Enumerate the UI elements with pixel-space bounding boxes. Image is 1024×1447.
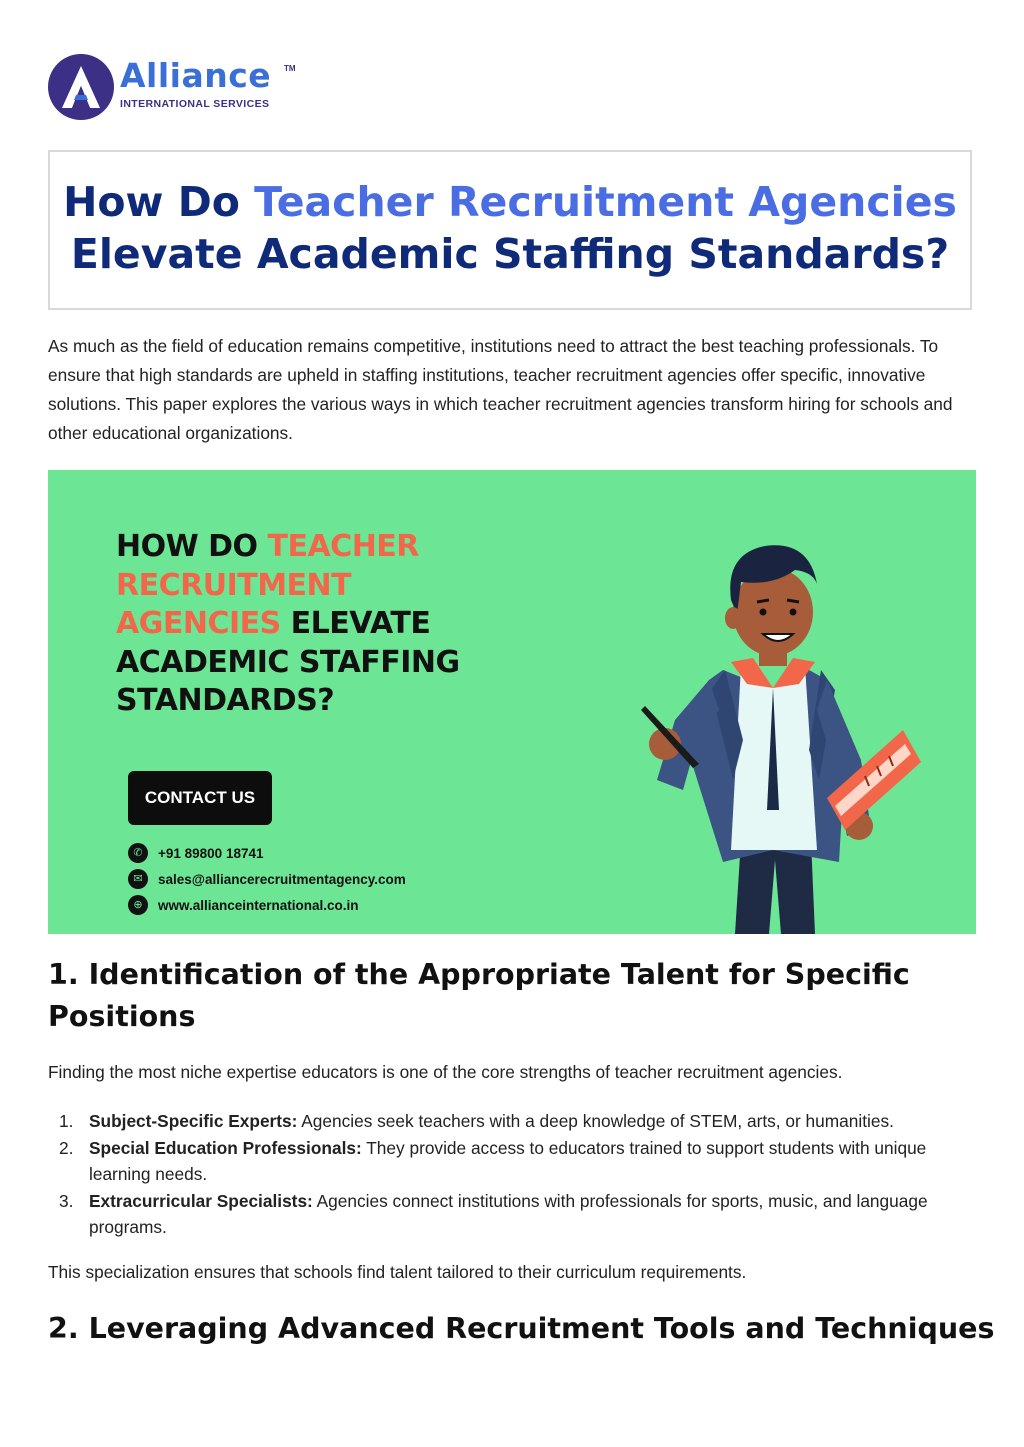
alliance-a-logo-icon — [48, 54, 114, 120]
list-number: 1. — [59, 1111, 74, 1131]
contact-phone — [128, 843, 263, 863]
phone-icon: ✆ — [128, 843, 148, 863]
section1-closing: This specialization ensures that schools find talent tailored to their curriculum requirements. — [48, 1262, 747, 1282]
company-logo — [48, 54, 308, 124]
banner-l1a: HOW DO — [116, 529, 268, 564]
logo-trademark: TM — [284, 64, 296, 73]
banner-headline — [116, 528, 460, 721]
intro-paragraph: As much as the field of education remains competitive, institutions need to attract the best teaching professionals. To ensure that high standards are upheld in staffing institutions, teacher recruitment agencies offer specific, innovative solutions. This paper explores the various ways in which teacher recruitment agencies transform hiring for schools and other educational organizations. — [48, 336, 953, 443]
list-item — [48, 1188, 978, 1240]
list-term: Extracurricular Specialists: — [89, 1191, 313, 1211]
contact-website — [128, 895, 359, 915]
page-title — [50, 176, 970, 228]
teacher-holding-book-illustration — [613, 530, 933, 934]
phone-number: +91 89800 18741 — [158, 845, 264, 861]
page-title-line2: Elevate Academic Staffing Standards? — [70, 230, 950, 278]
contact-us-button[interactable]: CONTACT US — [128, 771, 272, 825]
list-item — [48, 1135, 978, 1187]
list-text: They provide access to educators trained to support students with unique learning needs. — [89, 1138, 927, 1184]
hero-banner — [48, 470, 976, 934]
banner-l4: ACADEMIC STAFFING — [116, 644, 460, 680]
section1-lead: Finding the most niche expertise educators is one of the core strengths of teacher recruitment agencies. — [48, 1062, 843, 1082]
banner-l3a: AGENCIES — [116, 606, 281, 641]
logo-subtitle: INTERNATIONAL SERVICES — [120, 98, 270, 110]
section1-list — [48, 1108, 978, 1241]
list-number: 3. — [59, 1191, 74, 1211]
list-text: Agencies seek teachers with a deep knowledge of STEM, arts, or humanities. — [297, 1111, 894, 1131]
banner-l2: RECRUITMENT — [116, 567, 352, 603]
globe-icon: ⊕ — [128, 895, 148, 915]
section1-heading-line1: 1. Identification of the Appropriate Talent for Specific — [48, 958, 910, 991]
section1-heading — [48, 954, 910, 1038]
mail-icon: ✉ — [128, 869, 148, 889]
list-item — [48, 1108, 978, 1134]
logo-brand-name: Alliance — [120, 56, 272, 95]
banner-l1b: TEACHER — [267, 529, 419, 564]
list-term: Subject-Specific Experts: — [89, 1111, 298, 1131]
title-accent: Teacher Recruitment Agencies — [254, 178, 957, 226]
section1-heading-line2: Positions — [48, 1000, 196, 1033]
title-part1: How Do — [63, 178, 255, 226]
email-address[interactable]: sales@alliancerecruitmentagency.com — [158, 871, 406, 887]
list-term: Special Education Professionals: — [89, 1138, 362, 1158]
list-text: Agencies connect institutions with professionals for sports, music, and language programs. — [89, 1191, 928, 1237]
banner-l5: STANDARDS? — [116, 683, 335, 718]
page-title-box — [48, 150, 972, 310]
banner-l3b: ELEVATE — [280, 606, 431, 641]
website-url[interactable]: www.allianceinternational.co.in — [158, 897, 359, 913]
list-number: 2. — [59, 1138, 74, 1158]
contact-email — [128, 869, 406, 889]
section2-heading: 2. Leveraging Advanced Recruitment Tools and Techniques — [48, 1312, 995, 1345]
